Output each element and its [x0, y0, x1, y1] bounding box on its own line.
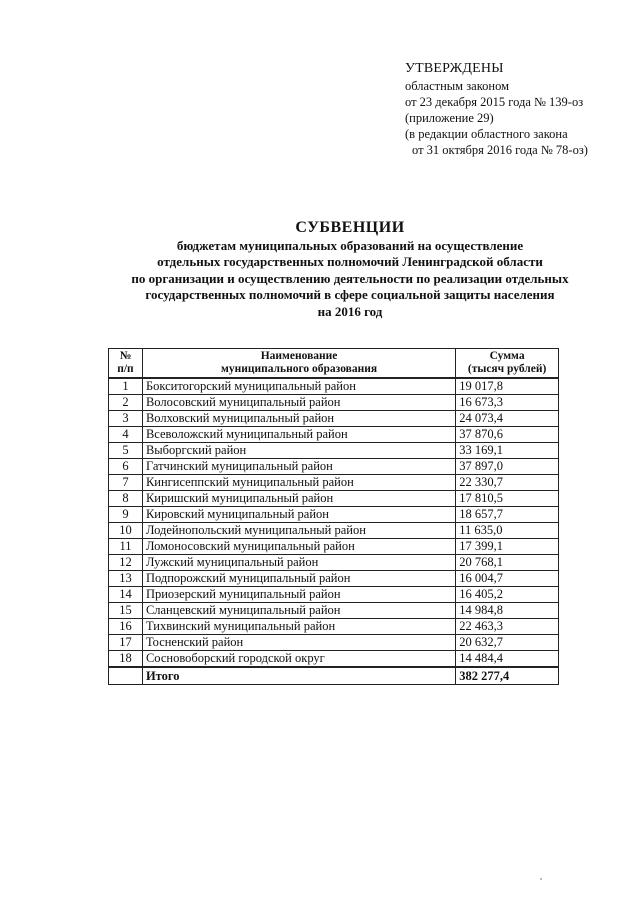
row-name: Всеволожский муниципальный район [142, 427, 455, 443]
header-number-line: п/п [117, 363, 134, 375]
row-name: Лодейнопольский муниципальный район [142, 523, 455, 539]
row-name: Бокситогорский муниципальный район [142, 378, 455, 395]
row-name: Приозерский муниципальный район [142, 587, 455, 603]
table-row [109, 491, 559, 507]
header-sum [456, 349, 559, 379]
table-row [109, 571, 559, 587]
row-name: Гатчинский муниципальный район [142, 459, 455, 475]
row-sum: 16 405,2 [456, 587, 559, 603]
header-number-line: № [119, 350, 132, 362]
row-number: 3 [109, 411, 143, 427]
row-number: 1 [109, 378, 143, 395]
document-title [60, 218, 640, 320]
row-sum: 33 169,1 [456, 443, 559, 459]
row-sum: 11 635,0 [456, 523, 559, 539]
row-sum: 22 330,7 [456, 475, 559, 491]
row-sum: 20 632,7 [456, 635, 559, 651]
table-row [109, 395, 559, 411]
row-number: 12 [109, 555, 143, 571]
approval-line: от 31 октября 2016 года № 78-оз) [412, 143, 588, 157]
header-name [142, 349, 455, 379]
total-row [109, 667, 559, 685]
header-sum-line: Сумма [489, 350, 525, 362]
row-number: 5 [109, 443, 143, 459]
row-sum: 37 897,0 [456, 459, 559, 475]
row-sum: 14 484,4 [456, 651, 559, 668]
title-line: по организации и осуществлению деятельности по реализации отдельных [131, 270, 569, 286]
approval-heading: УТВЕРЖДЕНЫ [405, 61, 504, 76]
row-sum: 19 017,8 [456, 378, 559, 395]
approval-stamp [405, 60, 588, 158]
header-name-line: Наименование [260, 350, 338, 362]
row-name: Киришский муниципальный район [142, 491, 455, 507]
row-sum: 14 984,8 [456, 603, 559, 619]
total-label: Итого [142, 667, 455, 685]
row-name: Выборгский район [142, 443, 455, 459]
row-number: 11 [109, 539, 143, 555]
title-line: на 2016 год [317, 303, 383, 319]
row-sum: 17 810,5 [456, 491, 559, 507]
table-row [109, 635, 559, 651]
total-sum: 382 277,4 [456, 667, 559, 685]
row-number: 18 [109, 651, 143, 668]
approval-line: (в редакции областного закона [405, 127, 568, 141]
approval-line: (приложение 29) [405, 111, 494, 125]
row-name: Ломоносовский муниципальный район [142, 539, 455, 555]
approval-line: от 23 декабря 2015 года № 139-оз [405, 95, 584, 109]
title-line: государственных полномочий в сфере социальной защиты населения [145, 287, 555, 303]
row-name: Сланцевский муниципальный район [142, 603, 455, 619]
header-name-line: муниципального образования [220, 363, 378, 375]
total-number-cell [109, 667, 143, 685]
row-number: 6 [109, 459, 143, 475]
row-sum: 16 673,3 [456, 395, 559, 411]
table-row [109, 427, 559, 443]
row-number: 4 [109, 427, 143, 443]
row-number: 13 [109, 571, 143, 587]
row-name: Лужский муниципальный район [142, 555, 455, 571]
table-row [109, 443, 559, 459]
table-row [109, 378, 559, 395]
table-row [109, 459, 559, 475]
row-number: 2 [109, 395, 143, 411]
row-name: Волховский муниципальный район [142, 411, 455, 427]
table-row [109, 619, 559, 635]
row-number: 15 [109, 603, 143, 619]
row-sum: 20 768,1 [456, 555, 559, 571]
table-row [109, 507, 559, 523]
row-number: 14 [109, 587, 143, 603]
row-number: 16 [109, 619, 143, 635]
table-row [109, 555, 559, 571]
row-number: 17 [109, 635, 143, 651]
row-name: Кингисеппский муниципальный район [142, 475, 455, 491]
header-sum-line: (тысяч рублей) [467, 363, 547, 375]
row-number: 7 [109, 475, 143, 491]
table-row [109, 603, 559, 619]
row-sum: 37 870,6 [456, 427, 559, 443]
row-sum: 22 463,3 [456, 619, 559, 635]
row-sum: 16 004,7 [456, 571, 559, 587]
row-name: Тосненский район [142, 635, 455, 651]
subventions-table [108, 348, 559, 685]
table-row [109, 651, 559, 668]
table-header-row [109, 349, 559, 379]
row-name: Волосовский муниципальный район [142, 395, 455, 411]
row-name: Подпорожский муниципальный район [142, 571, 455, 587]
row-name: Тихвинский муниципальный район [142, 619, 455, 635]
table-row [109, 587, 559, 603]
row-name: Кировский муниципальный район [142, 507, 455, 523]
title-line: бюджетам муниципальных образований на осуществление [176, 238, 524, 253]
header-number [109, 349, 143, 379]
row-name: Сосновоборский городской округ [142, 651, 455, 668]
row-number: 9 [109, 507, 143, 523]
row-number: 10 [109, 523, 143, 539]
title-main: СУБВЕНЦИИ [295, 219, 405, 236]
table-row [109, 539, 559, 555]
row-number: 8 [109, 491, 143, 507]
table-row [109, 523, 559, 539]
row-sum: 24 073,4 [456, 411, 559, 427]
scan-speck [540, 878, 542, 880]
title-line: отдельных государственных полномочий Ленинградской области [157, 254, 543, 270]
row-sum: 17 399,1 [456, 539, 559, 555]
table-row [109, 411, 559, 427]
approval-line: областным законом [405, 79, 510, 93]
row-sum: 18 657,7 [456, 507, 559, 523]
table-row [109, 475, 559, 491]
